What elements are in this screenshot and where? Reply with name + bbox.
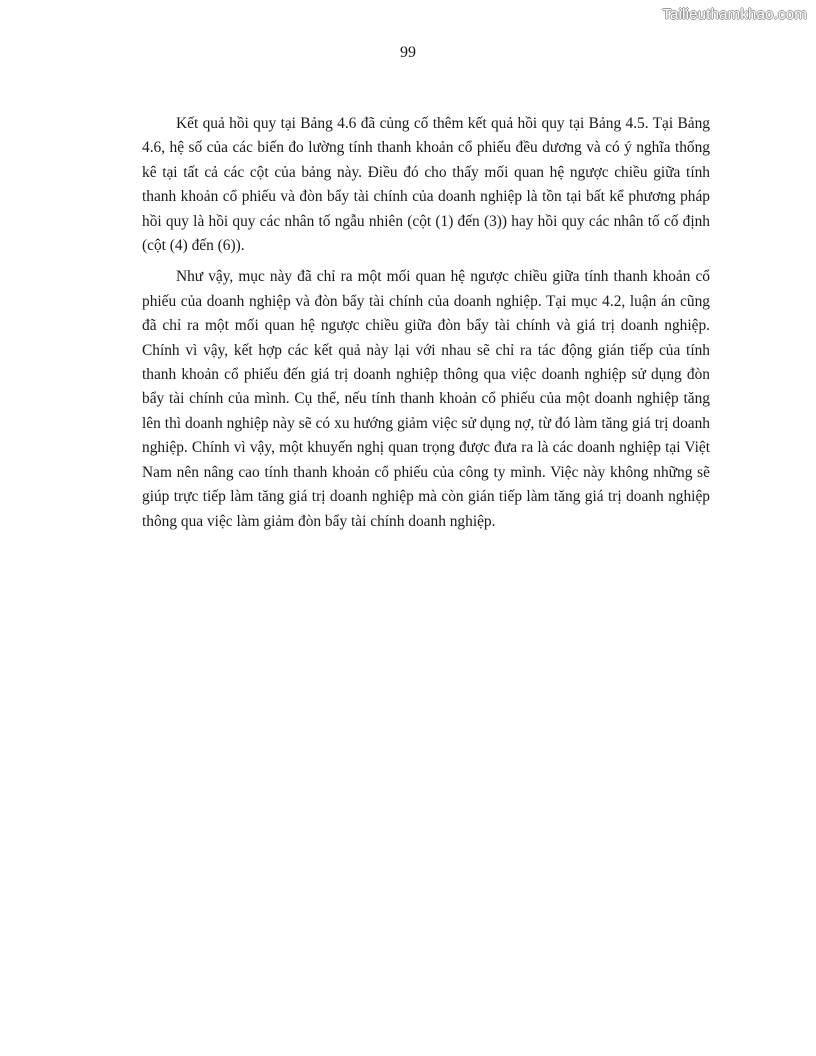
paragraph-recommendation: Như vậy, mục này đã chỉ ra một mối quan hệ ngược chiều giữa tính thanh khoản cổ phiếu của doanh nghiệp và đòn bẩy tài chính của doanh nghiệp. Tại mục 4.2, luận án cũng đã chỉ ra một mối quan hệ ngược chiều giữa đòn bẩy tài chính và giá trị doanh nghiệp. Chính vì vậy, kết hợp các kết quả này lại với nhau sẽ chỉ ra tác động gián tiếp của tính thanh khoản cổ phiếu đến giá trị doanh nghiệp thông qua việc doanh nghiệp sử dụng đòn bẩy tài chính của mình. Cụ thể, nếu tính thanh khoản cổ phiếu của một doanh nghiệp tăng lên thì doanh nghiệp này sẽ có xu hướng giảm việc sử dụng nợ, từ đó làm tăng giá trị doanh nghiệp. Chính vì vậy, một khuyến nghị quan trọng được đưa ra là các doanh nghiệp tại Việt Nam nên nâng cao tính thanh khoản cổ phiếu của công ty mình. Việc này không những sẽ giúp trực tiếp làm tăng giá trị doanh nghiệp mà còn gián tiếp làm tăng giá trị doanh nghiệp thông qua việc làm giảm đòn bẩy tài chính doanh nghiệp.: [142, 268, 710, 530]
document-body: [142, 112, 710, 541]
watermark-text: Tailieuthamkhao.com: [662, 6, 807, 23]
paragraph-regression-results: Kết quả hồi quy tại Bảng 4.6 đã củng cố thêm kết quả hồi quy tại Bảng 4.5. Tại Bảng 4.6, hệ số của các biến đo lường tính thanh khoản cổ phiếu đều dương và có ý nghĩa thống kê tại tất cả các cột của bảng này. Điều đó cho thấy mối quan hệ ngược chiều giữa tính thanh khoản cổ phiếu và đòn bẩy tài chính của doanh nghiệp là tồn tại bất kể phương pháp hồi quy là hồi quy các nhân tố ngẫu nhiên (cột (1) đến (3)) hay hồi quy các nhân tố cố định (cột (4) đến (6)).: [142, 115, 710, 255]
page-number: 99: [400, 44, 416, 61]
